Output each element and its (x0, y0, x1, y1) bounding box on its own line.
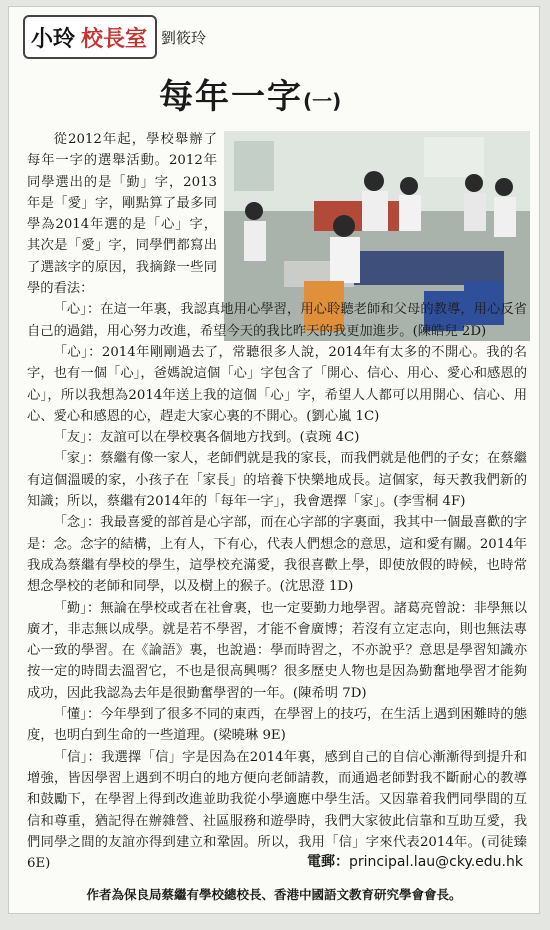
quote-paragraph: 「友」：友誼可以在學校裏各個地方找到。(袁琬 4C) (53, 430, 360, 446)
title-main: 每年一字 (159, 77, 303, 117)
contact-email (307, 851, 523, 871)
email-label: 電郵： (307, 854, 349, 870)
author-name: 劉筱玲 (161, 29, 207, 47)
quote-paragraph: 「念」：我最喜愛的部首是心字部，而在心字部的字裏面，我其中一個最喜歡的字是：念。念字的結構，上有人，下有心，代表人們想念的意思，這和愛有關。2014年我成為蔡繼有學校的學生，這學校充滿愛，我很喜歡上學，即使放假的時候，也時常想念學校的老師和同學，以及樹上的猴子。(沈思澄 1D) (27, 515, 527, 595)
title-part: (一) (303, 89, 342, 113)
column-logo (23, 15, 157, 59)
quote-paragraph: 「懂」：今年學到了很多不同的東西，在學習上的技巧，在生活上遇到困難時的態度，也明白到生命的一些道理。(梁曉琳 9E) (27, 707, 527, 744)
quote-paragraph: 「心」：在這一年裏，我認真地用心學習，用心聆聽老師和父母的教導，用心反省自己的過錯，用心努力改進，希望今天的我比昨天的我更加進步。(陳皓兒 2D) (27, 302, 527, 339)
author-footnote: 作者為保良局蔡繼有學校總校長、香港中國語文教育研究學會會長。 (86, 887, 462, 902)
column-name-b: 校長室 (81, 27, 148, 52)
article-body (27, 129, 527, 874)
quote-paragraph: 「信」：我選擇「信」字是因為在2014年裏，感到自己的自信心漸漸得到提升和增強，皆因學習上遇到不明白的地方便向老師請教，而通過老師對我不斷耐心的教導和鼓勵下，在學習上得到改進並助我從小學適應中學生活。又因靠着我們同學間的互信和尊重，猶記得在辦雜營、社區服務和遊學時，我們大家彼此信靠和互助互愛，我們同學之間的友誼亦得到建立和鞏固。所以，我用「信」字來代表2014年。(司徒臻 6E) (27, 749, 527, 872)
intro-paragraph: 從2012年起，學校舉辦了每年一字的選舉活動。2012年同學選出的是「勤」字，2013年是「愛」字，剛點算了最多同學為2014年選的是「心」字，其次是「愛」字，同學們都寫出了選該字的原因，我摘錄一些同學的看法： (27, 132, 217, 297)
quote-paragraph: 「勤」：無論在學校或者在社會裏，也一定要勤力地學習。諸葛亮曾說：非學無以廣才，非志無以成學。就是若不學習，才能不會廣博；若沒有立定志向，則也無法專心一致的學習。在《論語》裏，也說過：學而時習之，不亦說乎？意思是學習知識亦按一定的時間去溫習它，不也是很高興嗎？很多歷史人物也是因為勤奮地學習才能夠成功，因此我認為去年是很勤奮學習的一年。(陳希明 7D) (27, 600, 527, 701)
email-address: principal.lau@cky.edu.hk (349, 854, 523, 870)
article-title (159, 69, 341, 118)
column-header (23, 13, 283, 61)
quote-paragraph: 「家」：蔡繼有像一家人，老師們就是我的家長，而我們就是他們的子女；在蔡繼有這個溫暖的家，小孩子在「家長」的培養下快樂地成長。這個家，每天教我們新的知識；所以，蔡繼有2014年的「每年一字」，我會選擇「家」。(李雪桐 4F) (27, 451, 527, 510)
column-name-a: 小玲 (31, 27, 76, 52)
article-page (8, 6, 540, 914)
quote-paragraph: 「心」：2014年剛剛過去了，常聽很多人說，2014年有太多的不開心。我的名字，也有一個「心」，爸媽說這個「心」字包含了「開心、信心、用心、愛心和感恩的心」，所以我想為2014年送上我的這個「心」字，希望人人都可以用開心、信心、用心、愛心和感恩的心，趕走大家心裏的不開心。(劉心嵐 1C) (27, 344, 527, 424)
